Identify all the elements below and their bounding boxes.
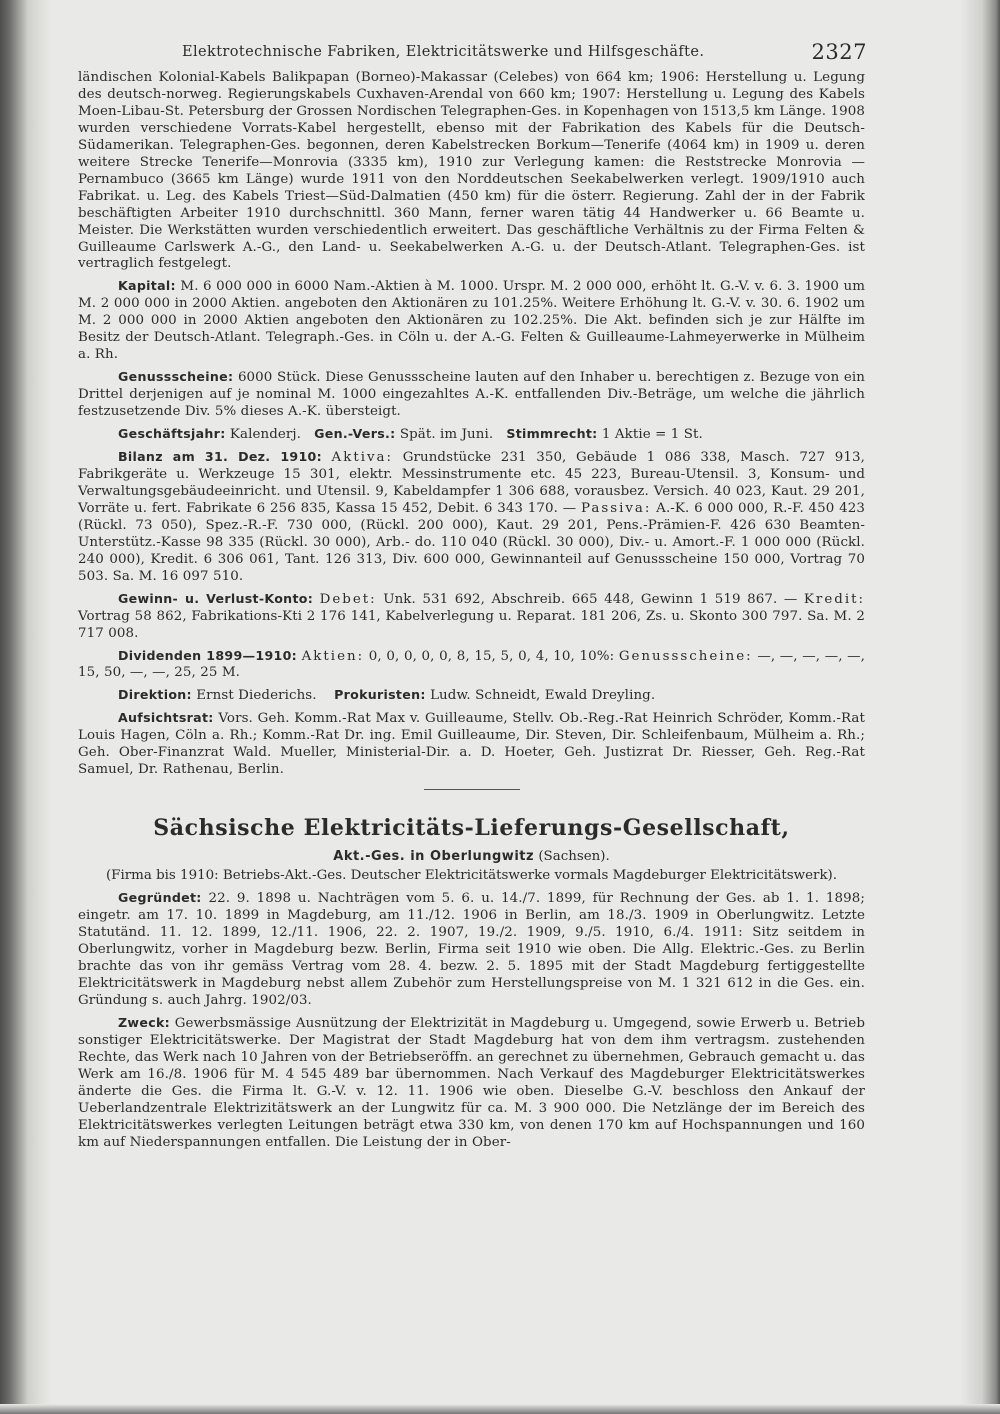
zweck-label: Zweck: [118, 1014, 170, 1030]
dividenden-paragraph [78, 648, 865, 683]
guv-paragraph [78, 591, 865, 643]
dividenden-aktien-label: Aktien: [301, 648, 365, 664]
geschaeftsjahr-line [78, 426, 865, 444]
article-intro-paragraph: ländischen Kolonial-Kabels Balikpapan (Borneo)-Makassar (Celebes) von 664 km; 1906: Herstellung u. Legung des deutsch-norweg. Regierungskabels Cuxhaven-Arendal von 660 km; 1907: Herstellung u. Legung des Kabels Moen-Libau-St. Petersburg der Grossen Nordischen Telegraphen-Ges. in Kopenhagen von 1513,5 km Länge. 1908 wurden verschiedene Vorrats-Kabel hergestellt, ebenso mit der Fabrikation des Kabels für die Deutsch-Südamerikan. Telegraphen-Ges. begonnen, deren Kabelstrecken Borkum—Tenerife (4064 km) in 1909 u. deren weitere Strecke Tenerife—Monrovia (3335 km), 1910 zur Verlegung kamen: die Reststrecke Monrovia — Pernambuco (3665 km Länge) wurde 1911 von den Norddeutschen Seekabelwerken verlegt. 1909/1910 auch Fabrikat. u. Leg. des Kabels Triest—Süd-Dalmatien (450 km) für die österr. Regierung. Zahl der in der Fabrik beschäftigten Arbeiter 1910 durchschnittl. 360 Mann, ferner waren tätig 44 Handwerker u. 66 Beamte u. Meister. Die Werkstätten wurden verschiedentlich erweitert. Das geschäftliche Verhältnis zu der Firma Felten & Guilleaume Carlswerk A.-G., den Land- u. Seekabelwerken A.-G. u. der Deutsch-Atlant. Telegraphen-Ges. ist vertraglich festgelegt. [78, 70, 865, 272]
page-bottom-shadow [0, 1404, 1000, 1414]
guv-debet-text: Unk. 531 692, Abschreib. 665 448, Gewinn 1 519 867. — [383, 591, 798, 607]
book-spine-shadow [0, 0, 52, 1414]
gegruendet-paragraph [78, 890, 865, 1010]
direktion-text: Ernst Diederichs. [196, 688, 317, 704]
stimmrecht-label: Stimmrecht: [506, 426, 598, 442]
kapital-paragraph [78, 278, 865, 364]
kapital-text: M. 6 000 000 in 6000 Nam.-Aktien à M. 1000. Urspr. M. 2 000 000, erhöht lt. G.-V. v. 6. 3. 1900 um M. 2 000 000 in 2000 Aktien. angeboten den Aktionären zu 101.25%. Weitere Erhöhung lt. G.-V. v. 30. 6. 1902 um M. 2 000 000 in 2000 Aktien angeboten den Aktionären zu 102.25%. Die Akt. befinden sich je zur Hälfte im Besitz der Deutsch-Atlant. Telegraph.-Ges. in Cöln u. der A.-G. Felten & Guilleaume-Lahmeyerwerke in Mülheim a. Rh. [78, 279, 866, 363]
genussscheine-text: 6000 Stück. Diese Genussscheine lauten auf den Inhaber u. berechtigen z. Bezuge von ein Drittel derjenigen auf je nominal M. 1000 eingezahltes A.-K. entfallenden Div.-Beträge, um welche die jährlich festzusetzende Div. 5% dieses A.-K. übersteigt. [78, 370, 866, 420]
geschaeftsjahr-label: Geschäftsjahr: [118, 426, 226, 442]
direktion-label: Direktion: [118, 687, 192, 703]
page-edge-shadow [960, 0, 1000, 1414]
section-divider [424, 789, 520, 790]
dividenden-label: Dividenden 1899—1910: [118, 647, 298, 663]
direktion-line [78, 687, 865, 705]
bilanz-passiva-text: A.-K. 6 000 000, R.-F. 450 423 (Rückl. 73 050), Spez.-R.-F. 730 000, (Rückl. 200 000), Kaut. 29 201, Pens.-Prämien-F. 426 630 Beamten-Unterstütz.-Kasse 98 335 (Rückl. 30 000), Arb.- do. 110 040 (Rückl. 30 000), Div.- u. Amort.-F. 1 000 000 (Rückl. 240 000), Kredit. 6 306 061, Tant. 126 313, Div. 600 000, Gewinnanteil auf Genussscheine 150 000, Vortrag 70 503. Sa. M. 16 097 510. [78, 500, 865, 584]
running-header [78, 40, 865, 70]
company-subtitle [78, 848, 865, 865]
gegruendet-text: 22. 9. 1898 u. Nachträgen vom 5. 6. u. 14./7. 1899, für Rechnung der Ges. ab 1. 1. 1898; eingetr. am 17. 10. 1899 in Magdeburg, am 11./12. 1906 in Berlin, am 18./3. 1909 in Oberlungwitz. Letzte Statutänd. 11. 12. 1899, 12./11. 1906, 22. 2. 1907, 19./2. 1909, 9./5. 1910, 6./4. 1911: Sitz seitdem in Oberlungwitz, vorher in Magdeburg bezw. Berlin, Firma seit 1910 wie oben. Die Allg. Elektric.-Ges. zu Berlin brachte das von ihr gemäss Vertrag vom 28. 4. bezw. 2. 5. 1895 mit der Stadt Magdeburg fertiggestellte Elektricitätswerk in Magdeburg nebst allem Zubehör zum Herstellungspreise von M. 1 321 612 in die Ges. ein. Gründung s. auch Jahrg. 1902/03. [78, 891, 866, 1008]
gen-vers-label: Gen.-Vers.: [314, 426, 396, 442]
dividenden-genuss-label: Genussscheine: [618, 648, 753, 664]
bilanz-aktiva-text: Grundstücke 231 350, Gebäude 1 086 338, Masch. 727 913, Fabrikgeräte u. Werkzeuge 15 301, elektr. Messinstrumente etc. 45 223, Bureau-Utensil. 3, Konsum- und Verwaltungsgebäudeeinricht. und Utensil. 9, Kabeldampfer 1 306 688, vorausbez. Versich. 40 023, Kaut. 29 201, Vorräte u. fert. Fabrikate 6 256 835, Kassa 15 452, Debit. 6 343 170. — [78, 450, 866, 516]
page-number: 2327 [811, 40, 867, 64]
company-title: Sächsische Elektricitäts-Lieferungs-Gesellschaft, [153, 815, 790, 842]
kapital-label: Kapital: [118, 278, 176, 294]
guv-debet-label: Debet: [319, 591, 377, 607]
company-subtitle-location: (Sachsen). [538, 849, 610, 865]
prokuristen-text: Ludw. Schneidt, Ewald Dreyling. [430, 688, 656, 704]
guv-label: Gewinn- u. Verlust-Konto: [118, 590, 314, 606]
zweck-text: Gewerbsmässige Ausnützung der Elektrizität in Magdeburg u. Umgegend, sowie Erwerb u. Betrieb sonstiger Elektricitätswerke. Der Magistrat der Stadt Magdeburg hat von dem ihm vertragsm. zustehenden Rechte, das Werk nach 10 Jahren von der Betriebseröffn. an gerechnet zu übernehmen, Gebrauch gemacht u. das Werk am 16./8. 1906 für M. 4 545 489 bar übernommen. Nach Verkauf des Magdeburger Elektricitätswerkes änderte die Ges. die Firma lt. G.-V. v. 12. 11. 1906 wie oben. Dieselbe G.-V. beschloss den Ankauf der Ueberlandzentrale Elektrizitätswerk an der Lungwitz für ca. M. 3 900 000. Die Netzlänge der im Bereich des Elektricitätswerkes verlegten Leitungen beträgt etwa 330 km, von denen 170 km auf Hochspannungen und 160 km auf Niederspannungen entfallen. Die Leistung der in Ober- [78, 1015, 865, 1150]
dividenden-aktien-text: 0, 0, 0, 0, 0, 8, 15, 5, 0, 4, 10, 10%: [368, 648, 615, 664]
dividenden-genuss-text: —, —, —, —, —, 15, 50, —, —, 25, 25 M. [78, 648, 866, 681]
genussscheine-label: Genussscheine: [118, 369, 234, 385]
zweck-paragraph [78, 1015, 865, 1152]
aufsichtsrat-paragraph [78, 710, 865, 779]
geschaeftsjahr-text: Kalenderj. [229, 427, 302, 443]
genussscheine-paragraph [78, 369, 865, 421]
bilanz-aktiva-label: Aktiva: [331, 450, 394, 466]
bilanz-passiva-label: Passiva: [580, 500, 652, 516]
stimmrecht-text: 1 Aktie = 1 St. [601, 427, 703, 443]
document-page [78, 40, 865, 1151]
bilanz-label: Bilanz am 31. Dez. 1910: [118, 449, 322, 465]
gegruendet-label: Gegründet: [118, 890, 202, 906]
guv-kredit-text: Vortrag 58 862, Fabrikations-Kti 2 176 141, Kabelverlegung u. Reparat. 181 206, Zs. u. Skonto 300 797. Sa. M. 2 717 008. [78, 608, 865, 641]
company-subtitle-bold: Akt.-Ges. in Oberlungwitz [333, 849, 535, 865]
guv-kredit-label: Kredit: [803, 591, 865, 607]
header-title: Elektrotechnische Fabriken, Elektricitätswerke und Hilfsgeschäfte. [182, 44, 705, 60]
prokuristen-label: Prokuristen: [334, 687, 426, 703]
bilanz-paragraph [78, 449, 865, 586]
gen-vers-text: Spät. im Juni. [399, 427, 494, 443]
aufsichtsrat-text: Vors. Geh. Komm.-Rat Max v. Guilleaume, Stellv. Ob.-Reg.-Rat Heinrich Schröder, Komm.-Rat Louis Hagen, Cöln a. Rh.; Komm.-Rat Dr. ing. Emil Guilleaume, Dir. Steven, Dir. Schleifenbaum, Mülheim a. Rh.; Geh. Ober-Finanzrat Wald. Mueller, Ministerial-Dir. a. D. Hoeter, Geh. Justizrat Dr. Riesser, Geh. Reg.-Rat Samuel, Dr. Rathenau, Berlin. [78, 711, 866, 778]
company-former-name: (Firma bis 1910: Betriebs-Akt.-Ges. Deutscher Elektricitätswerke vormals Magdeburger Elektricitätswerk). [105, 868, 838, 884]
aufsichtsrat-label: Aufsichtsrat: [118, 710, 214, 726]
